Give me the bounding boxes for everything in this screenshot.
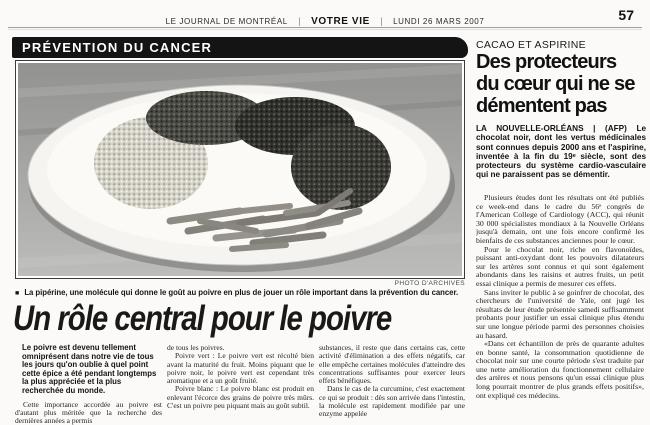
sidebar-body: [476, 194, 644, 425]
header-rule: [8, 27, 642, 30]
sidebar-paragraph: Plusieurs études dont les résultats ont été publiés ce week-end dans le cadre du 56ᵉ congrès de l'American College of Cardiology (ACC), qui réunit 30 000 spécialistes mondiaux à la Nouvelle Orléans jusqu'à demain, ont une fois encore confirmé les bienfaits de ces substances anciennes pour le cœur.: [476, 194, 644, 245]
article-column-1: [15, 344, 162, 425]
article-column-2: [167, 344, 314, 425]
article-paragraph: Poivre blanc : Le poivre blanc est produit en enlevant l'écorce des grains de poivre très mûrs. C'est un poivre peu piquant mais au goût subtil.: [167, 384, 314, 411]
photo-credit: PHOTO D'ARCHIVES: [394, 280, 465, 287]
article-paragraph: substances, il reste que dans certains cas, cette activité d'élimination a des effets négatifs, car elle empêche certaines molécules d'atteindre des concentrations suffisantes pour exercer leurs effets bénéfiques.: [319, 344, 465, 386]
article-lead: Le poivre est devenu tellement omniprésent dans notre vie de tous les jours qu'on oublie à quel point cette épice a été pendant longtemps la plus appréciée et la plus recherchée du monde.: [22, 344, 157, 395]
header-separator: |: [298, 16, 301, 26]
article-paragraph: de tous les poivres.: [167, 344, 225, 352]
article-paragraph: Poivre vert : Le poivre vert est récolté bien avant la maturité du fruit. Moins piquant que le poivre noir, le poivre vert est cependant très aromatique et a un goût fruité.: [167, 351, 314, 386]
article-paragraph: Cette importance accordée au poivre est d'autant plus méritée que la recherche des dernières années a permis: [15, 399, 162, 425]
sidebar-paragraph: «Dans cet échantillon de près de quarante adultes en bonne santé, la consommation quotidienne de chocolat noir sur une courte période s'est traduite par une nette amélioration du fonctionnement cellulaire des artères et nous pensons qu'un essai clinique plus long pourrait montrer de plus grands effets positifs», ont expliqué ces médecins.: [476, 339, 644, 400]
sidebar-paragraph: Pour le chocolat noir, riche en flavonoïdes, puissant anti-oxydant dont les pouvoirs dilatateurs sur les artères sont connus et qui sont également abondants dans les raisins et autres fruits, un petit essai clinique a permis de mesurer ces effets.: [476, 244, 644, 288]
main-headline-wrap: [13, 297, 468, 343]
section-name: VOTRE VIE: [311, 16, 370, 27]
pepper-plate-illustration: [18, 63, 462, 276]
photo-caption: [15, 288, 467, 297]
sidebar-paragraph: Sans inviter le public à se goinfrer de chocolat, des chercheurs de l'université de Yale, ont jugé les résultats de leur étude présentée samedi suffisamment probants pour justifier un essai clinique plus étendu sur une longue période parmi des personnes choisies au hasard.: [476, 287, 644, 340]
sidebar-headline: Des protecteurs du cœur qui ne se démentent pas: [476, 51, 635, 117]
section-banner: PRÉVENTION DU CANCER: [12, 37, 468, 58]
sidebar-kicker: CACAO ET ASPIRINE: [476, 39, 586, 51]
header-separator: |: [380, 16, 383, 26]
article-photo: [15, 60, 465, 279]
issue-date: LUNDI 26 MARS 2007: [393, 17, 485, 26]
article-paragraph: Dans le cas de la curcumine, c'est exactement ce qui se produit : dès son arrivée dans l'intestin, la molécule est rapidement modifiée par une enzyme appelée: [319, 384, 465, 419]
sidebar-lead: LA NOUVELLE-ORLÉANS | (AFP) Le chocolat noir, dont les vertus médicinales sont connues depuis 2000 ans et l'aspirine, inventée à la fin du 19ᵉ siècle, sont des protecteurs du système cardio-vasculaire qui ne paraissent pas se démentir.: [476, 124, 646, 180]
page-number: 57: [618, 7, 634, 23]
article-column-3: [319, 344, 465, 425]
newspaper-title: LE JOURNAL DE MONTRÉAL: [165, 17, 288, 26]
main-headline: Un rôle central pour le poivre: [13, 299, 392, 338]
caption-text: La pipérine, une molécule qui donne le goût au poivre en plus de jouer un rôle important dans la prévention du cancer.: [24, 288, 459, 297]
caption-bullet-icon: ■: [15, 290, 20, 297]
